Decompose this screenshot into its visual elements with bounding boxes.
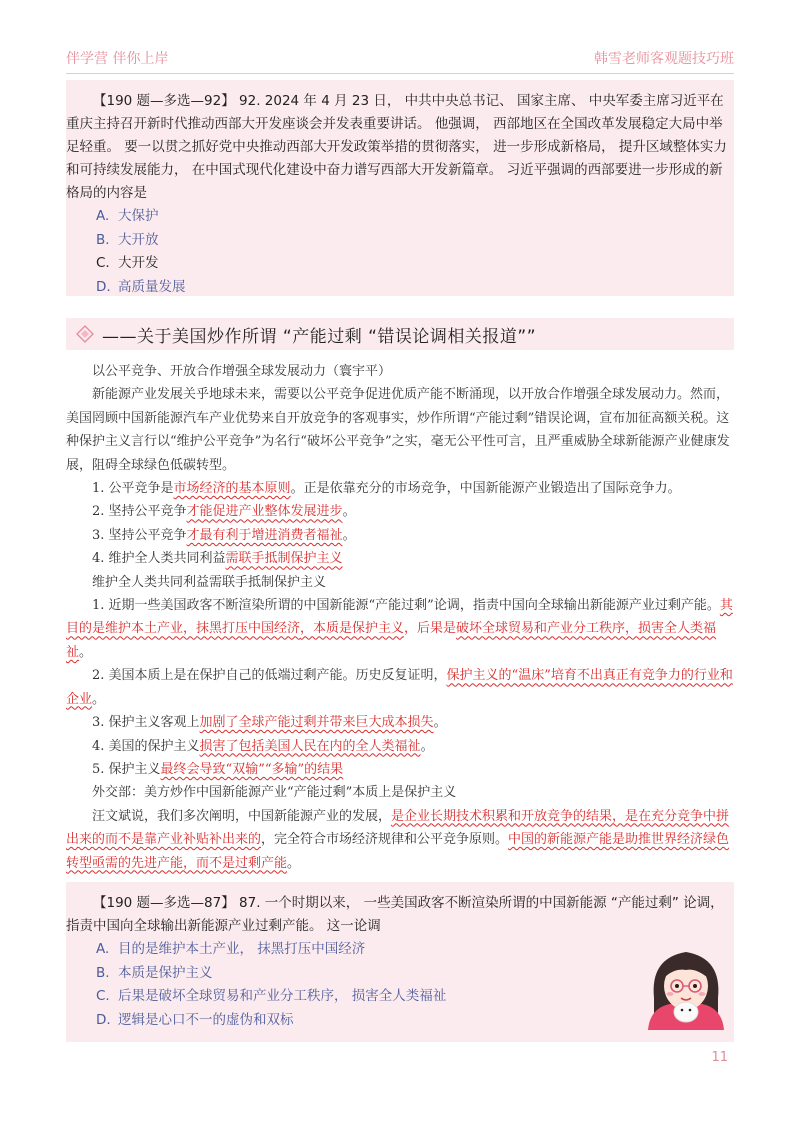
point-q5: 5. 保护主义最终会导致“双输”“多输”的结果	[92, 761, 344, 777]
diamond-icon	[76, 325, 94, 343]
option-d[interactable]: D. 高质量发展	[96, 278, 186, 295]
header-left: 伴学营 伴你上岸	[66, 51, 169, 67]
option-a[interactable]: A. 大保护	[96, 208, 159, 224]
point-3: 3. 坚持公平竞争才最有利于增进消费者福祉。	[92, 527, 356, 543]
article-subtitle: 以公平竞争、开放合作增强全球发展动力（寰宇平）	[92, 364, 392, 379]
point-q1: 1. 近期一些美国政客不断渲染所谓的中国新能源“产能过剩”论调，指责中国向全球输出新能源产业过剩产能。其目的是维护本土产业，抹黑打压中国经济，本质是保护主义，后果是破坏全球贸易和产业分工秩序，损害全人类福祉。	[66, 598, 733, 660]
option-b[interactable]: B. 大开放	[96, 231, 159, 248]
page-header	[66, 46, 734, 70]
header-right: 韩雪老师客观题技巧班	[594, 51, 734, 67]
point-q4: 4. 美国的保护主义损害了包括美国人民在内的全人类福祉。	[92, 738, 434, 754]
question-box-92	[66, 80, 734, 296]
point-1: 1. 公平竞争是市场经济的基本原则。正是依靠充分的市场竞争，中国新能源产业锻造出了国际竞争力。	[92, 481, 681, 497]
article-body	[66, 360, 734, 875]
foreign-ministry-heading: 外交部：美方炒作中国新能源产业“产能过剩”本质上是保护主义	[92, 785, 457, 801]
option-d[interactable]: D. 逻辑是心口不一的虚伪和双标	[96, 1011, 294, 1028]
point-q2: 2. 美国本质上是在保护自己的低端过剩产能。历史反复证明，保护主义的“温床”培育不出真正有竞争力的行业和企业。	[66, 668, 733, 707]
point-2: 2. 坚持公平竞争才能促进产业整体发展进步。	[92, 504, 356, 520]
point-4: 4. 维护全人类共同利益需联手抵制保护主义	[92, 551, 343, 567]
option-c[interactable]: C. 后果是破坏全球贸易和产业分工秩序， 损害全人类福祉	[96, 988, 447, 1004]
header-divider	[66, 73, 734, 74]
question-box-87	[66, 882, 734, 1042]
page-number: 11	[711, 1050, 728, 1065]
cartoon-girl-icon	[640, 938, 732, 1030]
article-paragraph: 新能源产业发展关乎地球未来，需要以公平竞争促进优质产能不断涌现，以开放合作增强全球发展动力。然而，美国罔顾中国新能源汽车产业优势来自开放竞争的客观事实，炒作所谓“产能过剩”错误论调，宣布加征高额关税。这种保护主义言行以“维护公平竞争”为名行“破坏公平竞争”之实，毫无公平性可言，且严重威胁全球新能源产业健康发展，阻碍全球绿色低碳转型。	[66, 387, 730, 473]
question-stem: 【190 题—多选—92】 92. 2024 年 4 月 23 日， 中共中央总书记、 国家主席、 中央军委主席习近平在重庆主持召开新时代推动西部大开发座谈会并发表重要讲话。 他强调， 西部地区在全国改革发展稳定大局中举足轻重。 要一以贯之抓好党中央推动西部大开发政策举措的贯彻落实， 进一步形成新格局， 提升区域整体实力和可持续发展能力， 在中国式现代化建设中奋力谱写西部大开发新篇章。 习近平强调的西部要进一步形成的新格局的内容是	[66, 93, 727, 201]
article-subtitle-2: 维护全人类共同利益需联手抵制保护主义	[92, 574, 327, 590]
point-q3: 3. 保护主义客观上加剧了全球产能过剩并带来巨大成本损失。	[92, 715, 447, 731]
section-title: ——关于美国炒作所谓 “产能过剩 “错误论调相关报道””	[102, 326, 537, 347]
question-stem: 【190 题—多选—87】 87. 一个时期以来， 一些美国政客不断渲染所谓的中国新能源 “产能过剩” 论调， 指责中国向全球输出新能源产业过剩产能。 这一论调	[66, 895, 724, 934]
section-title-bar	[66, 318, 734, 350]
option-b[interactable]: B. 本质是保护主义	[96, 964, 213, 981]
option-c[interactable]: C. 大开发	[96, 255, 159, 271]
wang-paragraph: 汪文斌说，我们多次阐明，中国新能源产业的发展，是企业长期技术积累和开放竞争的结果，是在充分竞争中拼出来的而不是靠产业补贴补出来的，完全符合市场经济规律和公平竞争原则。中国的新能源产能是助推世界经济绿色转型亟需的先进产能，而不是过剩产能。	[66, 808, 730, 871]
option-a[interactable]: A. 目的是维护本土产业， 抹黑打压中国经济	[96, 941, 366, 957]
teacher-avatar	[640, 938, 732, 1030]
